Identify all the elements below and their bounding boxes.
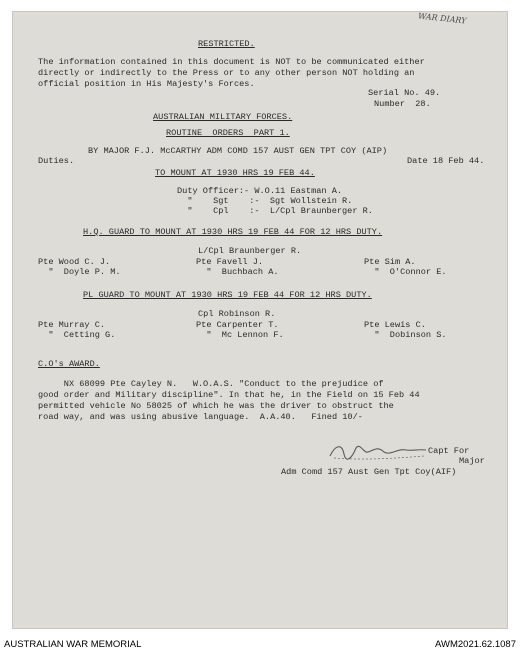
routine-orders-title: ROUTINE ORDERS PART 1. [166,128,290,138]
order-number: Number 28. [374,99,431,109]
hq-guard-member: " Buchbach A. [196,267,279,277]
footer-accession-number: AWM2021.62.1087 [435,639,516,650]
pl-guard-commander: Cpl Robinson R. [198,309,276,319]
duty-officer-line: Duty Officer:- W.O.11 Eastman A. [177,186,343,196]
hq-guard-member: " O'Connor E. [364,267,447,277]
notice-line-3: official position in His Majesty's Forces. [38,79,255,89]
serial-number: Serial No. 49. [368,88,441,98]
forces-title: AUSTRALIAN MILITARY FORCES. [153,112,293,122]
award-line-4: road way, and was using abusive language. A.A.40. Fined 10/- [38,412,363,422]
pl-guard-heading: PL GUARD TO MOUNT AT 1930 HRS 19 FEB 44 FOR 12 HRS DUTY. [83,290,372,300]
notice-line-1: The information contained in this document is NOT to be communicated either [38,57,425,67]
order-date: Date 18 Feb 44. [407,156,485,166]
signature-major: Major [459,456,485,466]
award-line-2: good order and Military discipline". In that he, in the Field on 15 Feb 44 [38,390,420,400]
notice-line-2: directly or indirectly to the Press or to any other person NOT holding an [38,68,415,78]
pl-guard-member: " Dobinson S. [364,330,447,340]
pl-guard-member: Pte Carpenter T. [196,320,279,330]
pl-guard-member: " Mc Lennon F. [196,330,284,340]
handwritten-signature [328,440,428,462]
duty-sgt-line: " Sgt :- Sgt Wollstein R. [177,196,353,206]
pl-guard-member: Pte Lewis C. [364,320,426,330]
hq-guard-commander: L/Cpl Braunberger R. [198,246,302,256]
footer-institution: AUSTRALIAN WAR MEMORIAL [4,639,142,650]
footer-bar [0,636,520,653]
signature-rank: Capt For [428,446,470,456]
award-heading: C.O's AWARD. [38,359,100,369]
hq-guard-member: " Doyle P. M. [38,267,121,277]
signature-unit: Adm Comd 157 Aust Gen Tpt Coy(AIF) [281,467,457,477]
mount-heading: TO MOUNT AT 1930 HRS 19 FEB 44. [155,168,315,178]
award-line-3: permitted vehicle No 58025 of which he was the driver to obstruct the [38,401,394,411]
hq-guard-heading: H.Q. GUARD TO MOUNT AT 1930 HRS 19 FEB 44 FOR 12 HRS DUTY. [83,227,383,237]
hq-guard-member: Pte Sim A. [364,257,416,267]
restricted-label: RESTRICTED. [198,39,255,49]
duties-label: Duties. [38,156,75,166]
hq-guard-member: Pte Wood C. J. [38,257,111,267]
pl-guard-member: Pte Murray C. [38,320,106,330]
pl-guard-member: " Cetting G. [38,330,116,340]
duty-cpl-line: " Cpl :- L/Cpl Braunberger R. [177,206,373,216]
hq-guard-member: Pte Favell J. [196,257,264,267]
award-line-1: NX 68099 Pte Cayley N. W.O.A.S. "Conduct to the prejudice of [38,379,384,389]
war-diary-annotation: WAR DIARY [417,11,467,26]
issued-by: BY MAJOR F.J. McCARTHY ADM COMD 157 AUST GEN TPT COY (AIP) [88,146,388,156]
